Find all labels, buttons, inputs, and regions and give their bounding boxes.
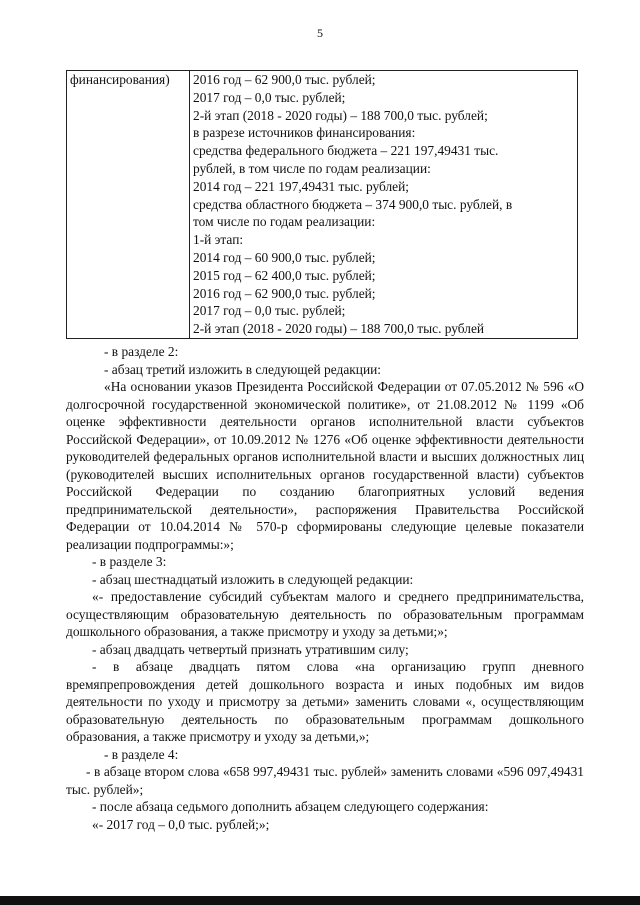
table-line: 2015 год – 62 400,0 тыс. рублей;: [193, 267, 376, 283]
page-number: 5: [317, 26, 323, 40]
paragraph: - в разделе 3:: [92, 554, 167, 569]
table-line: 2016 год – 62 900,0 тыс. рублей;: [193, 72, 376, 87]
table-line: 2014 год – 221 197,49431 тыс. рублей;: [193, 178, 410, 194]
paragraph: - в разделе 4:: [104, 746, 179, 762]
document-body: [66, 343, 584, 833]
paragraph: «- предоставление субсидий субъектам малого и среднего предпринимательства, осуществляющим образовательную деятельность по образовательным программам дошкольного образования, а также присмотру и уходу за детьми;»;: [66, 589, 584, 639]
paragraph: «На основании указов Президента Российской Федерации от 07.05.2012 № 596 «О долгосрочной государственной экономической политике», от 21.08.2012 № 1199 «Об оценке эффективности деятельности органов исполнительной власти субъектов Российской Федерации», от 10.09.2012 № 1276 «Об оценке эффективности деятельности руководителей федеральных органов исполнительной власти и высших должностных лиц (руководителей высших исполнительных органов государственной власти) субъектов Российской Федерации по созданию благоприятных условий ведения предпринимательской деятельности», распоряжения Правительства Российской Федерации от 10.04.2014 № 570-р сформированы следующие целевые показатели реализации подпрограммы:»;: [66, 379, 584, 552]
table-line: том числе по годам реализации:: [193, 214, 376, 230]
table-line: рублей, в том числе по годам реализации:: [193, 160, 431, 176]
paragraph: - в абзаце двадцать пятом слова «на организацию групп дневного времяпрепровождения детей дошкольного возраста и иных подобных им видов деятельности по уходу и присмотру за детьми» заменить словами «, осуществляющим образовательную деятельность по образовательным программам дошкольного образования, а также присмотру и уходу за детьми,»;: [66, 659, 584, 744]
paragraph: - в абзаце втором слова «658 997,49431 тыс. рублей» заменить словами «596 097,49431 тыс. рублей»;: [66, 764, 584, 797]
table-line: 2014 год – 60 900,0 тыс. рублей;: [193, 249, 376, 265]
paragraph: - абзац третий изложить в следующей редакции:: [104, 361, 382, 377]
table-line: 2-й этап (2018 - 2020 годы) – 188 700,0 тыс. рублей: [193, 321, 485, 337]
paragraph: - абзац шестнадцатый изложить в следующей редакции:: [92, 571, 414, 587]
paragraph: «- 2017 год – 0,0 тыс. рублей;»;: [92, 816, 270, 832]
table-label: финансирования): [70, 72, 170, 87]
table-line: средства областного бюджета – 374 900,0 тыс. рублей, в: [193, 196, 513, 212]
paragraph: - в разделе 2:: [104, 344, 179, 359]
table-label-cell: [67, 71, 190, 339]
table-line: 2016 год – 62 900,0 тыс. рублей;: [193, 285, 376, 301]
scan-edge-bar: [0, 896, 640, 905]
table-line: 2017 год – 0,0 тыс. рублей;: [193, 89, 346, 105]
table-row: [67, 71, 578, 339]
table-value-cell: [190, 71, 578, 339]
table-line: средства федерального бюджета – 221 197,49431 тыс.: [193, 143, 499, 159]
table-line: в разрезе источников финансирования:: [193, 125, 416, 141]
paragraph: - после абзаца седьмого дополнить абзацем следующего содержания:: [92, 799, 489, 814]
table-line: 2-й этап (2018 - 2020 годы) – 188 700,0 тыс. рублей;: [193, 107, 488, 123]
table-line: 1-й этап:: [193, 232, 244, 248]
financing-table: [66, 70, 578, 339]
paragraph: - абзац двадцать четвертый признать утратившим силу;: [92, 641, 409, 657]
table-line: 2017 год – 0,0 тыс. рублей;: [193, 303, 346, 319]
